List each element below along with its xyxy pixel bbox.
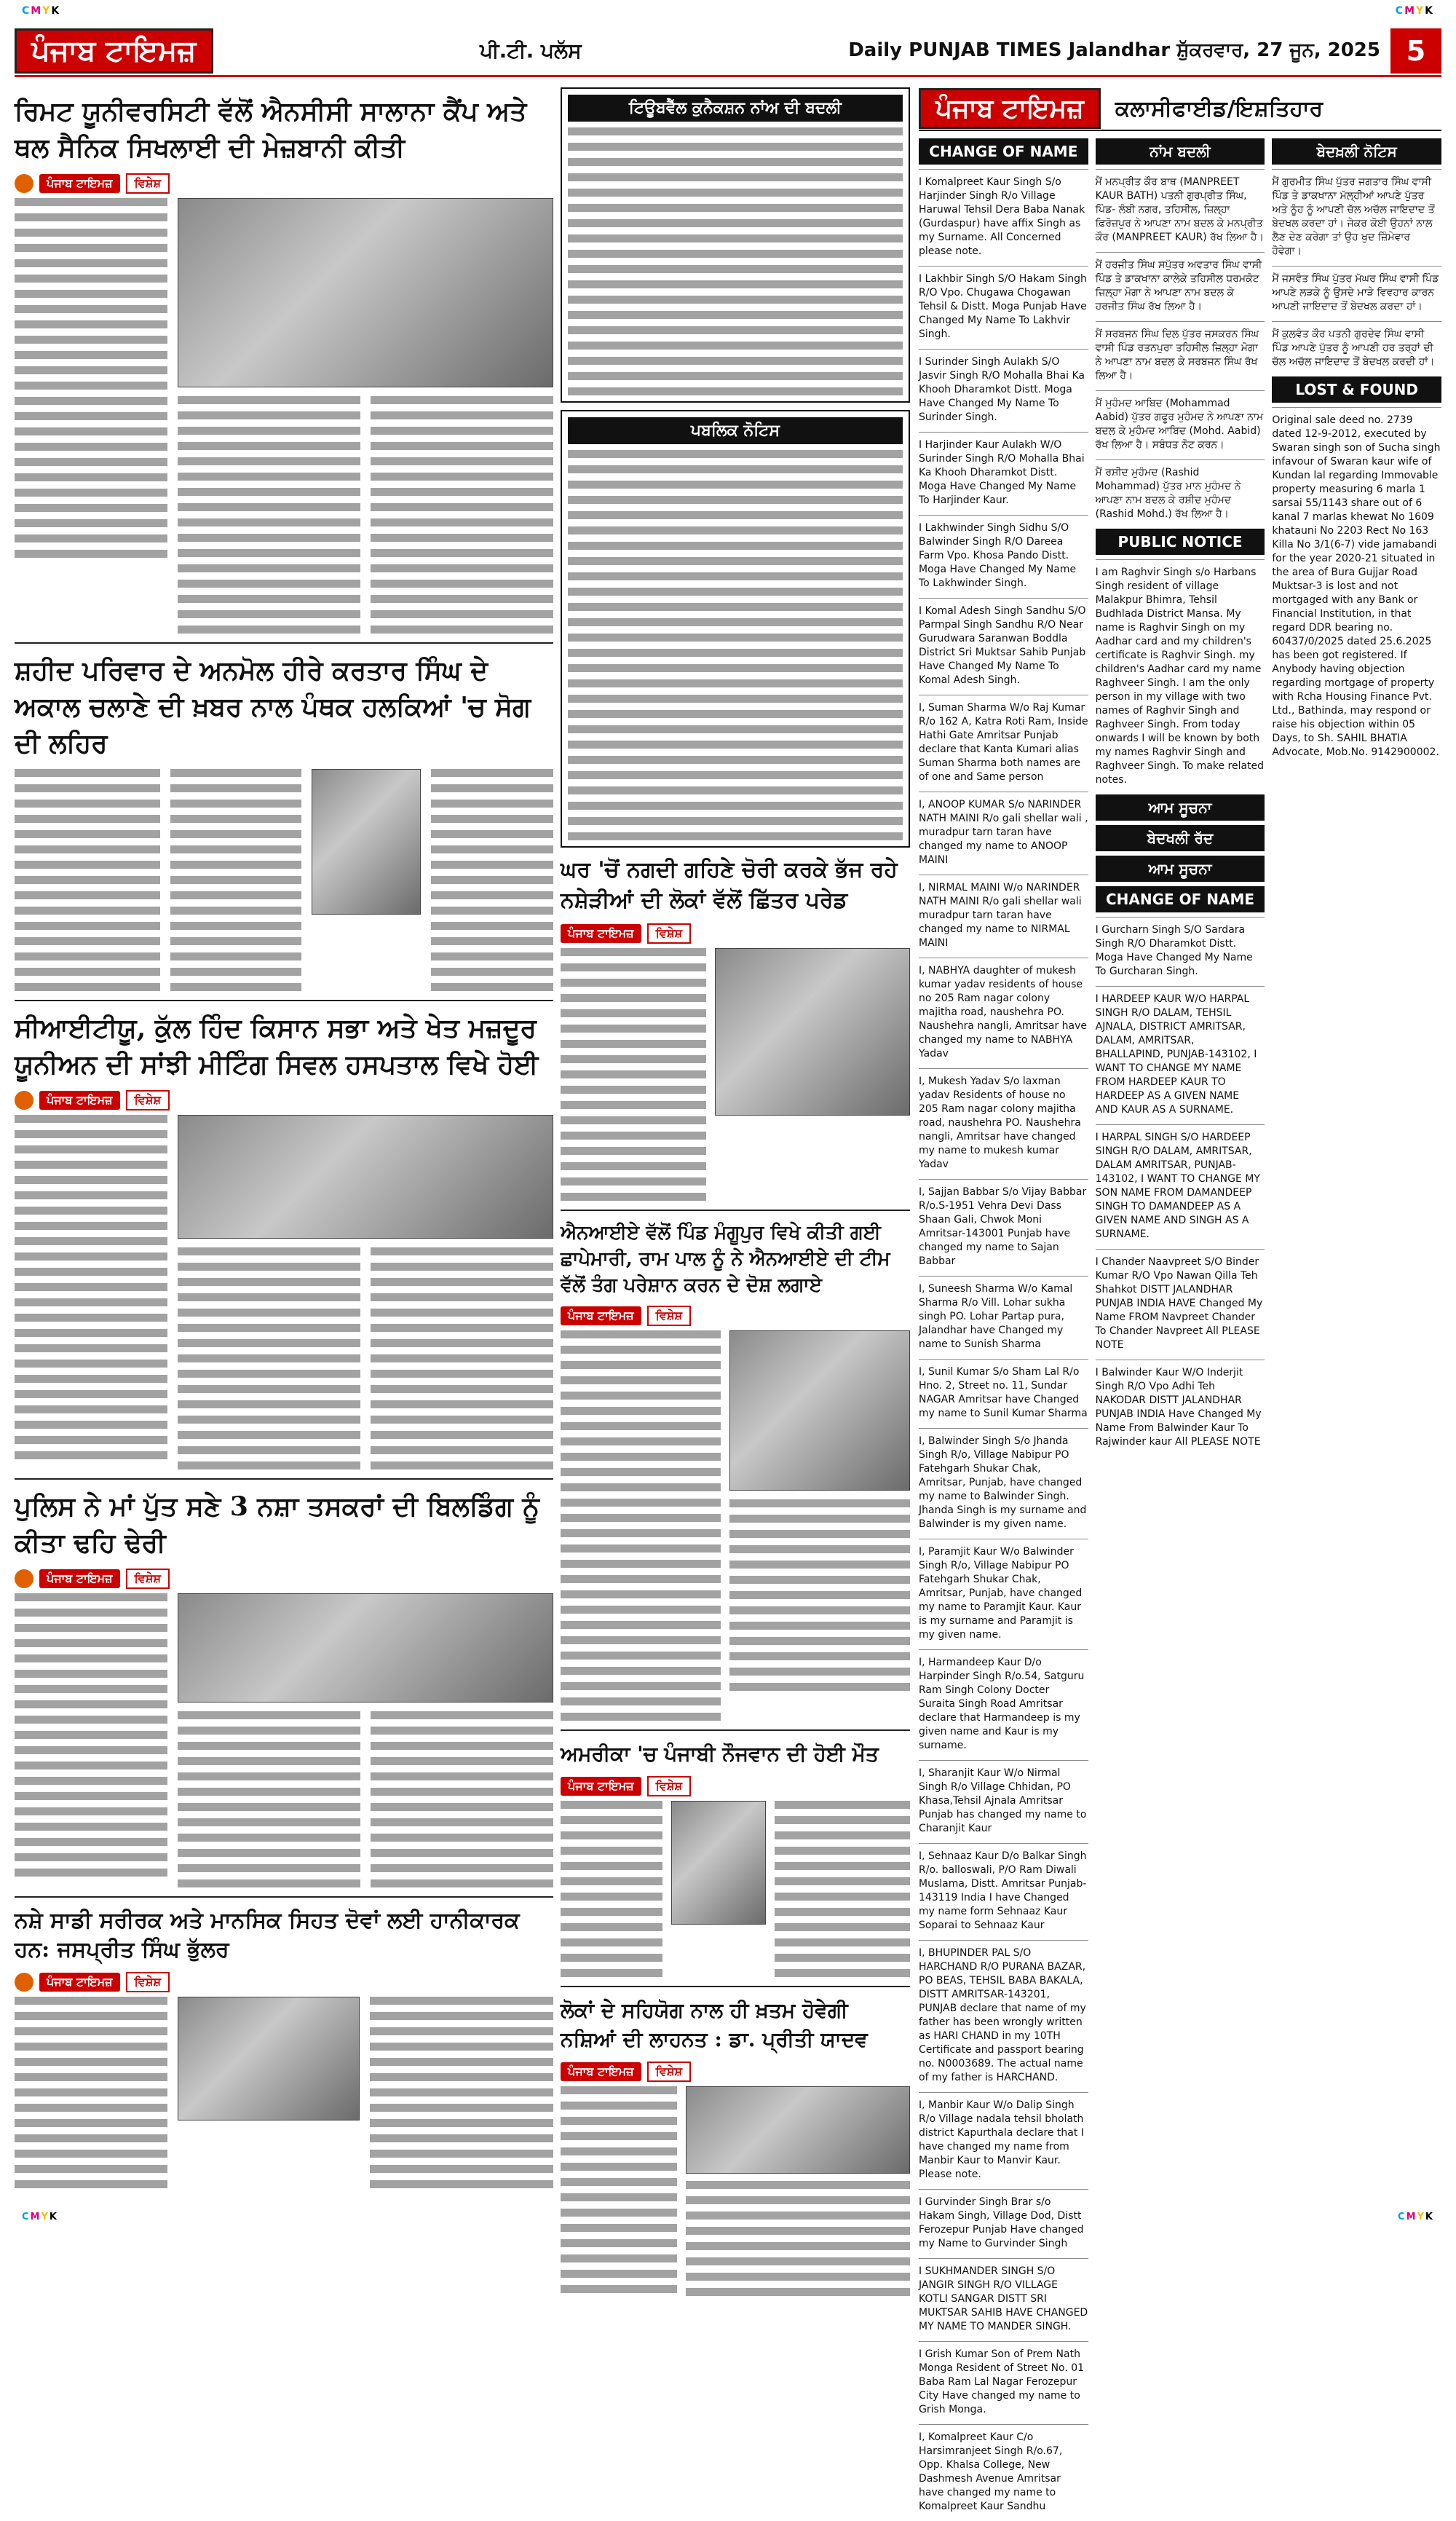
classified-ad: I, Sharanjit Kaur W/o Nirmal Singh R/o Village Chhidan, PO Khasa,Tehsil Ajnala Amritsar Punjab has changed my name to Charanjit Kaur [919, 1760, 1088, 1843]
article-text [775, 1801, 910, 1977]
byline-special: ਵਿਸ਼ੇਸ਼ [647, 923, 691, 944]
cmyk-marks-right: C M Y K [1398, 2212, 1433, 2222]
classified-ad: I Komal Adesh Singh Sandhu S/O Parmpal Singh Sandhu R/O Near Gurudwara Saranwan Boddla District Sri Muktsar Sahib Punjab Have Changed My Name To Komal Adesh Singh. [919, 598, 1088, 695]
article-text [371, 1247, 553, 1469]
divider [561, 1210, 910, 1211]
classified-ad: I Chander Naavpreet S/O Binder Kumar R/O Vpo Nawan Qilla Teh Shahkot DISTT JALANDHAR PUNJAB INDIA HAVE Changed My Name FROM Navpreet Chander To Chander Navpreet All PLEASE NOTE [1096, 1249, 1265, 1360]
article-text [170, 769, 301, 991]
byline [561, 1306, 910, 1326]
classified-col-2 [1096, 138, 1265, 2521]
newspaper-logo: ਪੰਜਾਬ ਟਾਇਮਜ਼ [15, 28, 213, 74]
photo-ram-pal [729, 1330, 910, 1491]
column-b [561, 87, 910, 2296]
classified-ad: I HARPAL SINGH S/O HARDEEP SINGH R/O DALAM, AMRITSAR, DALAM AMRITSAR, PUNJAB-143102, I WANT TO CHANGE MY SON NAME FROM DAMANDEEP SINGH TO DAMANDEEP AS A GIVEN NAME AND SINGH AS A SURNAME. [1096, 1124, 1265, 1249]
byline [561, 1776, 910, 1796]
classified-ad: I Grish Kumar Son of Prem Nath Monga Resident of Street No. 01 Baba Ram Lal Nagar Ferozepur City Have changed my name to Grish Monga. [919, 2341, 1088, 2424]
byline [15, 1569, 553, 1589]
byline [15, 1090, 553, 1110]
public-notice-title: ਪਬਲਿਕ ਨੋਟਿਸ [568, 417, 903, 444]
photo-rally [686, 2086, 910, 2174]
bedakhli-radd-head: ਬੇਦਖਲੀ ਰੱਦ [1096, 825, 1265, 851]
byline-special: ਵਿਸ਼ੇਸ਼ [126, 1090, 170, 1110]
headline-drug-eradication: ਲੋਕਾਂ ਦੇ ਸਹਿਯੋਗ ਨਾਲ ਹੀ ਖ਼ਤਮ ਹੋਵੇਗੀ ਨਸ਼ਿਆਂ ਦੀ ਲਾਹਨਤ : ਡਾ. ਪ੍ਰੀਤੀ ਯਾਦਵ [561, 1998, 868, 2051]
classified-ad: I Lakhbir Singh S/O Hakam Singh R/O Vpo. Chugawa Chogawan Tehsil & Distt. Moga Punjab Have Changed My Name To Lakhvir Singh. [919, 266, 1088, 349]
article-text [431, 769, 553, 991]
divider [561, 1986, 910, 1987]
public-notice-head: PUBLIC NOTICE [1096, 529, 1265, 555]
classified-ad: I Harjinder Kaur Aulakh W/O Surinder Singh R/O Mohalla Bhai Ka Khooh Dharamkot Distt. Moga Have Changed My Name To Harjinder Kaur. [919, 432, 1088, 515]
classified-ad: I, Sunil Kumar S/o Sham Lal R/o Hno. 2, Street no. 11, Sundar NAGAR Amritsar have Changed my name to Sunil Kumar Sharma [919, 1359, 1088, 1428]
column-a [15, 87, 553, 2188]
article-text [15, 1593, 167, 1887]
article-text [686, 2181, 910, 2296]
khanda-icon [15, 1569, 33, 1588]
classified-ad: I, ANOOP KUMAR S/o NARINDER NATH MAINI R/o gali shellar wali , muradpur tarn taran have changed my name to ANOOP MAINI [919, 792, 1088, 875]
classified-ad: I, Suneesh Sharma W/o Kamal Sharma R/o Vill. Lohar sukha singh PO. Lohar Partap pura, Jalandhar have Changed my name to Sunish Sharma [919, 1276, 1088, 1359]
byline-tag: ਪੰਜਾਬ ਟਾਇਮਜ਼ [561, 1777, 641, 1796]
classified-ad: ਮੈਂ ਹਰਜੀਤ ਸਿੰਘ ਸਪੁੱਤਰ ਅਵਤਾਰ ਸਿੰਘ ਵਾਸੀ ਪਿੰਡ ਤੇ ਡਾਕਖਾਨਾ ਕਾਲੇਕੇ ਤਹਿਸੀਲ ਧਰਮਕੋਟ ਜ਼ਿਲ੍ਹਾ ਮੋਗਾ ਨੇ ਆਪਣਾ ਨਾਮ ਬਦਲ ਕੇ ਹਰਜੀਤ ਸਿੰਘ ਰੱਖ ਲਿਆ ਹੈ। [1096, 252, 1265, 321]
classified-ad: I SUKHMANDER SINGH S/O JANGIR SINGH R/O VILLAGE KOTLI SANGAR DISTT SRI MUKTSAR SAHIB HAVE CHANGED MY NAME TO MANDER SINGH. [919, 2258, 1088, 2341]
classified-ad: ਮੈਂ ਕੁਲਵੰਤ ਕੌਰ ਪਤਨੀ ਗੁਰਦੇਵ ਸਿੰਘ ਵਾਸੀ ਪਿੰਡ ਆਪਣੇ ਪੁੱਤਰ ਨੂੰ ਆਪਣੀ ਹਰ ਤਰ੍ਹਾਂ ਦੀ ਚੱਲ ਅਚੱਲ ਜਾਇਦਾਦ ਤੋਂ ਬੇਦਖਲ ਕਰਦੀ ਹਾਂ। [1272, 321, 1441, 376]
section-name: ਪੀ.ਟੀ. ਪਲੱਸ [480, 38, 582, 63]
classified-ad: ਮੈਂ ਜਸਵੰਤ ਸਿੰਘ ਪੁੱਤਰ ਮੱਘਰ ਸਿੰਘ ਵਾਸੀ ਪਿੰਡ ਆਪਣੇ ਲੜਕੇ ਨੂੰ ਉਸਦੇ ਮਾੜੇ ਵਿਵਹਾਰ ਕਾਰਨ ਆਪਣੀ ਜਾਇਦਾਦ ਤੋਂ ਬੇਦਖਲ ਕਰਦਾ ਹਾਂ। [1272, 266, 1441, 321]
headline-usa-death: ਅਮਰੀਕਾ 'ਚ ਪੰਜਾਬੀ ਨੌਜਵਾਨ ਦੀ ਹੋਈ ਮੌਤ [561, 1742, 879, 1766]
article-text [371, 396, 553, 634]
classified-ad: I, Balwinder Singh S/o Jhanda Singh R/o, Village Nabipur PO Fatehgarh Shukar Chak, Amritsar, Punjab, have changed my name to Balwinder Singh. Jhanda Singh is my surname and Balwinder is my given name. [919, 1428, 1088, 1539]
dateline: Daily PUNJAB TIMES Jalandhar ਸ਼ੁੱਕਰਵਾਰ, 27 ਜੂਨ, 2025 [848, 39, 1380, 61]
classified-ad: I, Sehnaaz Kaur D/o Balkar Singh R/o. balloswali, P/O Ram Diwali Muslama, Distt. Amritsar Punjab-143119 India I have Changed my name form Sehnaaz Kaur Soparai to Sehnaaz Kaur [919, 1843, 1088, 1940]
classifieds-section [919, 87, 1441, 2521]
classified-ad: ਮੈਂ ਮੁਹੰਮਦ ਆਬਿਦ (Mohammad Aabid) ਪੁੱਤਰ ਗਫੂਰ ਮੁਹੰਮਦ ਨੇ ਆਪਣਾ ਨਾਮ ਬਦਲ ਕੇ ਮੁਹੰਮਦ ਆਬਿਦ (Mohd. Aabid) ਰੱਖ ਲਿਆ ਹੈ। ਸਬੰਧਤ ਨੋਟ ਕਰਨ। [1096, 390, 1265, 459]
classified-ad: ਮੈਂ ਰਸ਼ੀਦ ਮੁਹੰਮਦ (Rashid Mohammad) ਪੁੱਤਰ ਮਾਨ ਮੁਹੰਮਦ ਨੇ ਆਪਣਾ ਨਾਮ ਬਦਲ ਕੇ ਰਸ਼ੀਦ ਮੁਹੰਮਦ (Rashid Mohd.) ਰੱਖ ਲਿਆ ਹੈ। [1096, 459, 1265, 529]
article-text [561, 948, 706, 1201]
classified-ad: ਮੈਂ ਸਰਬਜਨ ਸਿੰਘ ਦਿਲ ਪੁੱਤਰ ਜਸਕਰਨ ਸਿੰਘ ਵਾਸੀ ਪਿੰਡ ਰਤਨਪੁਰਾ ਤਹਿਸੀਲ ਜ਼ਿਲ੍ਹਾ ਮੋਗਾ ਨੇ ਆਪਣਾ ਨਾਮ ਬਦਲ ਕੇ ਸਰਬਜਨ ਸਿੰਘ ਰੱਖ ਲਿਆ ਹੈ। [1096, 321, 1265, 390]
byline-tag: ਪੰਜਾਬ ਟਾਇਮਜ਼ [39, 1973, 120, 1992]
public-notice-box [561, 410, 910, 848]
classified-ad: I, NABHYA daughter of mukesh kumar yadav residents of house no 205 Ram nagar colony majitha road, naushehra PO. Naushehra nangli, Amritsar have changed my name to NABHYA Yadav [919, 958, 1088, 1068]
article-text [15, 769, 160, 991]
article-text [371, 1711, 553, 1887]
change-of-name-2-list [1096, 917, 1265, 1456]
article-text [729, 1499, 910, 1691]
article-text [15, 198, 167, 634]
byline-special: ਵਿਸ਼ੇਸ਼ [647, 1306, 691, 1326]
change-of-name-head: CHANGE OF NAME [919, 138, 1088, 165]
headline-theft-parade: ਘਰ 'ਚੋਂ ਨਗਦੀ ਗਹਿਣੇ ਚੋਰੀ ਕਰਕੇ ਭੱਜ ਰਹੇ ਨਸ਼ੇੜੀਆਂ ਦੀ ਲੋਕਾਂ ਵੱਲੋਂ ਛਿੱਤਰ ਪਰੇਡ [561, 857, 898, 913]
classified-logo: ਪੰਜਾਬ ਟਾਇਮਜ਼ [919, 88, 1101, 129]
headline-citu-meeting: ਸੀਆਈਟੀਯੂ, ਕੁੱਲ ਹਿੰਦ ਕਿਸਾਨ ਸਭਾ ਅਤੇ ਖੇਤ ਮਜ਼ਦੂਰ ਯੂਨੀਅਨ ਦੀ ਸਾਂਝੀ ਮੀਟਿੰਗ ਸਿਵਲ ਹਸਪਤਾਲ ਵਿਖੇ ਹੋਈ [15, 1013, 539, 1080]
byline [15, 1972, 553, 1992]
article-text [561, 2086, 677, 2296]
article-text [178, 396, 360, 634]
public-notice-ad: I am Raghvir Singh s/o Harbans Singh resident of village Malakpur Bhimra, Tehsil Budhlada District Mansa. My name is Raghvir Singh on my Aadhar card and my children's certificate is Raghvir Singh. my children's Aadhar card my name Raghveer Singh. I am the only person in my village with two names of Raghvir Singh and Raghveer Singh. From today onwards I will be known by both my names Raghvir Singh and Raghveer Singh. To make related notes. [1096, 559, 1265, 794]
change-of-name-list [919, 169, 1088, 2521]
cmyk-marks-right: C M Y K [1395, 5, 1433, 17]
classified-ad: I, Harmandeep Kaur D/o Harpinder Singh R/o.54, Satguru Ram Singh Colony Docter Suraita Singh Road Amritsar declare that Harmandeep is my given name and Kaur is my surname. [919, 1649, 1088, 1760]
article-text [370, 1997, 553, 2188]
byline-special: ਵਿਸ਼ੇਸ਼ [647, 1776, 691, 1796]
notice-text [568, 127, 903, 395]
classified-ad: I Gurcharn Singh S/O Sardara Singh R/O Dharamkot Distt. Moga Have Changed My Name To Gurcharan Singh. [1096, 917, 1265, 986]
khanda-icon [15, 174, 33, 193]
tubewell-notice-box [561, 87, 910, 403]
article-text [178, 1247, 360, 1469]
divider [15, 1896, 553, 1898]
classified-col-1 [919, 138, 1088, 2521]
classified-ad: I, Paramjit Kaur W/o Balwinder Singh R/o, Village Nabipur PO Fatehgarh Shukar Chak, Amritsar, Punjab, have changed my name to Paramjit Kaur. Kaur is my surname and Paramjit is my given name. [919, 1539, 1088, 1649]
classified-ad: I, NIRMAL MAINI W/o NARINDER NATH MAINI R/o gali shellar wali muradpur tarn taran have changed my name to NIRMAL MAINI [919, 875, 1088, 958]
article-text [561, 1330, 721, 1721]
classified-ad: I, Manbir Kaur W/o Dalip Singh R/o Village nadala tehsil bholath district Kapurthala declare that I have changed my name from Manbir Kaur to Manvir Kaur. Please note. [919, 2092, 1088, 2189]
cmyk-marks-left: C M Y K [22, 5, 60, 17]
byline-special: ਵਿਸ਼ੇਸ਼ [126, 1972, 170, 1992]
classified-header [919, 87, 1441, 131]
notice-text [568, 450, 903, 840]
classified-ad: I, BHUPINDER PAL S/O HARCHAND R/O PURANA BAZAR, PO BEAS, TEHSIL BABA BAKALA, DISTT AMRITSAR-143201, PUNJAB declare that name of my father has been wrongly written as HARI CHAND in my 10TH Certificate and passport bearing no. N0003689. The actual name of my father is HARCHAND. [919, 1940, 1088, 2092]
registration-strip-top [0, 0, 1456, 22]
classified-ad: I Balwinder Kaur W/O Inderjit Singh R/O Vpo Adhi Teh NAKODAR DISTT JALANDHAR PUNJAB INDIA Have Changed My Name From Balwinder Kaur To Rajwinder kaur All PLEASE NOTE [1096, 1360, 1265, 1456]
byline-special: ਵਿਸ਼ੇਸ਼ [126, 1569, 170, 1589]
cmyk-marks-left: C M Y K [22, 2212, 57, 2222]
aam-suchna-head: ਆਮ ਸੂਚਨਾ [1096, 794, 1265, 821]
classified-ad: I HARDEEP KAUR W/O HARPAL SINGH R/O DALAM, TEHSIL AJNALA, DISTRICT AMRITSAR, DALAM, AMRITSAR, BHALLAPIND, PUNJAB-143102, I WANT TO CHANGE MY NAME FROM HARDEEP KAUR TO HARDEEP AS A GIVEN NAME AND KAUR AS A SURNAME. [1096, 986, 1265, 1124]
naam-badli-head: ਨਾਂਮ ਬਦਲੀ [1096, 138, 1265, 165]
headline-kartar-singh: ਸ਼ਹੀਦ ਪਰਿਵਾਰ ਦੇ ਅਨਮੋਲ ਹੀਰੇ ਕਰਤਾਰ ਸਿੰਘ ਦੇ ਅਕਾਲ ਚਲਾਣੇ ਦੀ ਖ਼ਬਰ ਨਾਲ ਪੰਥਕ ਹਲਕਿਆਂ 'ਚ ਸੋਗ ਦੀ ਲਹਿਰ [15, 655, 531, 759]
lost-found-head: LOST & FOUND [1272, 376, 1441, 403]
byline [561, 2062, 910, 2082]
classified-ad: I, Mukesh Yadav S/o laxman yadav Residents of house no 205 Ram nagar colony majitha road, naushehra PO. Naushehra nangli, Amritsar have changed my name to mukesh kumar Yadav [919, 1068, 1088, 1179]
classified-ad: I, Sajjan Babbar S/o Vijay Babbar R/o.S-1951 Vehra Devi Dass Shaan Gali, Chwok Moni Amritsar-143001 Punjab have changed my name to Sajan Babbar [919, 1179, 1088, 1276]
photo-police [178, 1593, 553, 1703]
byline-tag: ਪੰਜਾਬ ਟਾਇਮਜ਼ [561, 2062, 641, 2081]
byline-tag: ਪੰਜਾਬ ਟਾਇਮਜ਼ [561, 924, 641, 943]
classified-ad: ਮੈਂ ਮਨਪ੍ਰੀਤ ਕੌਰ ਬਾਥ (MANPREET KAUR BATH) ਪਤਨੀ ਗੁਰਪ੍ਰੀਤ ਸਿੰਘ, ਪਿੰਡ- ਲੰਬੀ ਨਗਰ, ਤਹਿਸੀਲ, ਜ਼ਿਲ੍ਹਾ ਫ਼ਿਰੋਜ਼ਪੁਰ ਨੇ ਆਪਣਾ ਨਾਮ ਬਦਲ ਕੇ ਮਨਪ੍ਰੀਤ ਕੌਰ (MANPREET KAUR) ਰੱਖ ਲਿਆ ਹੈ। [1096, 169, 1265, 252]
change-of-name-2-head: CHANGE OF NAME [1096, 886, 1265, 912]
article-text [15, 1997, 167, 2188]
byline-tag: ਪੰਜਾਬ ਟਾਇਮਜ਼ [39, 174, 120, 193]
byline-tag: ਪੰਜਾਬ ਟਾਇਮਜ਼ [39, 1569, 120, 1588]
tubewell-notice-title: ਟਿਊਬਵੈੱਲ ਕੁਨੈਕਸ਼ਨ ਨਾਂਅ ਦੀ ਬਦਲੀ [568, 95, 903, 122]
divider [15, 1478, 553, 1480]
headline-nia-raid: ਐਨਆਈਏ ਵੱਲੋਂ ਪਿੰਡ ਮੰਗੂਪੁਰ ਵਿਖੇ ਕੀਤੀ ਗਈ ਛਾਪੇਮਾਰੀ, ਰਾਮ ਪਾਲ ਨੂੰ ਨੇ ਐਨਆਈਏ ਦੀ ਟੀਮ ਵੱਲੋਂ ਤੰਗ ਪਰੇਸ਼ਾਨ ਕਰਨ ਦੇ ਦੋਸ਼ ਲਗਾਏ [561, 1222, 890, 1296]
photo-theft-suspects [715, 948, 910, 1116]
photo-ncc-camp [178, 198, 553, 387]
byline-special: ਵਿਸ਼ੇਸ਼ [126, 173, 170, 194]
classified-ad: I Komalpreet Kaur Singh S/o Harjinder Singh R/o Village Haruwal Tehsil Dera Baba Nanak (Gurdaspur) have affix Singh as my Surname. All Concerned please note. [919, 169, 1088, 266]
divider [15, 1000, 553, 1001]
photo-citu-meeting [178, 1115, 553, 1239]
classified-ad: I Gurvinder Singh Brar s/o Hakam Singh, Village Dod, Distt Ferozepur Punjab Have changed my Name to Gurvinder Singh [919, 2189, 1088, 2258]
naam-badli-list [1096, 169, 1265, 529]
photo-young-man [671, 1801, 766, 1925]
khanda-icon [15, 1091, 33, 1110]
classified-col-3 [1272, 138, 1441, 2521]
bedakhli-list [1272, 169, 1441, 376]
byline [15, 173, 553, 194]
article-text [178, 1711, 360, 1887]
byline-special: ਵਿਸ਼ੇਸ਼ [647, 2062, 691, 2082]
lost-found-ad: Original sale deed no. 2739 dated 12-9-2012, executed by Swaran singh son of Sucha singh infavour of Swaran kaur wife of Kundan lal regarding Immovable property measuring 6 marla 1 sarsai 55/1143 share out of 6 kanal 7 marlas khewat No 1609 khatauni No 2203 Rect No 163 Killa No 3/1(6-7) vide jamabandi for the year 2020-21 situated in the area of Bura Gujjar Road Muktsar-3 is lost and not mortgaged with any Bank or Financial Institution, in that regard DDR bearing no. 60437/0/2025 dated 25.6.2025 has been got registered. If Anybody having objection regarding mortgage of property with Rcha Housing Finance Pvt. Ltd., Bathinda, may respond or raise his objection within 05 Days, to Sh. SAHIL BHATIA Advocate, Mob.No. 9142900002. [1272, 407, 1441, 767]
headline-rimt-ncc-camp: ਰਿਮਟ ਯੂਨੀਵਰਸਿਟੀ ਵੱਲੋਂ ਐਨਸੀਸੀ ਸਾਲਾਨਾ ਕੈਂਪ ਅਤੇ ਥਲ ਸੈਨਿਕ ਸਿਖਲਾਈ ਦੀ ਮੇਜ਼ਬਾਨੀ ਕੀਤੀ [15, 96, 527, 163]
classified-ad: ਮੈਂ ਗੁਰਮੀਤ ਸਿੰਘ ਪੁੱਤਰ ਜਗਤਾਰ ਸਿੰਘ ਵਾਸੀ ਪਿੰਡ ਤੇ ਡਾਕਖਾਨਾ ਮੱਲ੍ਹੀਆਂ ਆਪਣੇ ਪੁੱਤਰ ਅਤੇ ਨੂੰਹ ਨੂੰ ਆਪਣੀ ਚੱਲ ਅਚੱਲ ਜਾਇਦਾਦ ਤੋਂ ਬੇਦਖਲ ਕਰਦਾ ਹਾਂ। ਜੇਕਰ ਕੋਈ ਉਹਨਾਂ ਨਾਲ ਲੈਣ ਦੇਣ ਕਰੇਗਾ ਤਾਂ ਉਹ ਖੁਦ ਜ਼ਿੰਮੇਵਾਰ ਹੋਵੇਗਾ। [1272, 169, 1441, 266]
headline-drug-awareness: ਨਸ਼ੇ ਸਾਡੀ ਸਰੀਰਕ ਅਤੇ ਮਾਨਸਿਕ ਸਿਹਤ ਦੋਵਾਂ ਲਈ ਹਾਨੀਕਾਰਕ ਹਨ: ਜਸਪ੍ਰੀਤ ਸਿੰਘ ਭੁੱਲਰ [15, 1908, 520, 1962]
classified-title: ਕਲਾਸੀਫਾਈਡ/ਇਸ਼ਤਿਹਾਰ [1115, 95, 1324, 122]
headline-police-demolition: ਪੁਲਿਸ ਨੇ ਮਾਂ ਪੁੱਤ ਸਣੇ 3 ਨਸ਼ਾ ਤਸਕਰਾਂ ਦੀ ਬਿਲਡਿੰਗ ਨੂੰ ਕੀਤਾ ਢਹਿ ਢੇਰੀ [15, 1491, 539, 1558]
classified-ad: I Lakhwinder Singh Sidhu S/O Balwinder Singh R/O Dareea Farm Vpo. Khosa Pando Distt. Moga Have Changed My Name To Lakhwinder Singh. [919, 515, 1088, 598]
byline [561, 923, 910, 944]
aam-suchna-2-head: ਆਮ ਸੂਚਨਾ [1096, 856, 1265, 882]
bedakhli-notice-head: ਬੇਦਖ਼ਲੀ ਨੋਟਿਸ [1272, 138, 1441, 165]
byline-tag: ਪੰਜਾਬ ਟਾਇਮਜ਼ [561, 1306, 641, 1325]
classified-ad: I Surinder Singh Aulakh S/O Jasvir Singh R/O Mohalla Bhai Ka Khooh Dharamkot Distt. Moga Have Changed My Name To Surinder Singh. [919, 349, 1088, 432]
photo-kartar-singh [312, 769, 421, 915]
byline-tag: ਪੰਜਾਬ ਟਾਇਮਜ਼ [39, 1091, 120, 1110]
photo-drug-awareness [178, 1997, 360, 2120]
divider [15, 642, 553, 644]
divider [561, 1729, 910, 1731]
masthead [15, 26, 1441, 77]
article-text [15, 1115, 167, 1469]
page-number: 5 [1390, 28, 1441, 74]
registration-strip-bottom [0, 2206, 1456, 2228]
classified-ad: I, Komalpreet Kaur C/o Harsimranjeet Singh R/o.67, Opp. Khalsa College, New Dashmesh Avenue Amritsar have changed my name to Komalpreet Kaur Sandhu [919, 2424, 1088, 2521]
article-text [561, 1801, 662, 1977]
classified-ad: I, Suman Sharma W/o Raj Kumar R/o 162 A, Katra Roti Ram, Inside Hathi Gate Amritsar Punjab declare that Kanta Kumari alias Suman Sharma both names are of one and Same person [919, 695, 1088, 792]
khanda-icon [15, 1973, 33, 1992]
